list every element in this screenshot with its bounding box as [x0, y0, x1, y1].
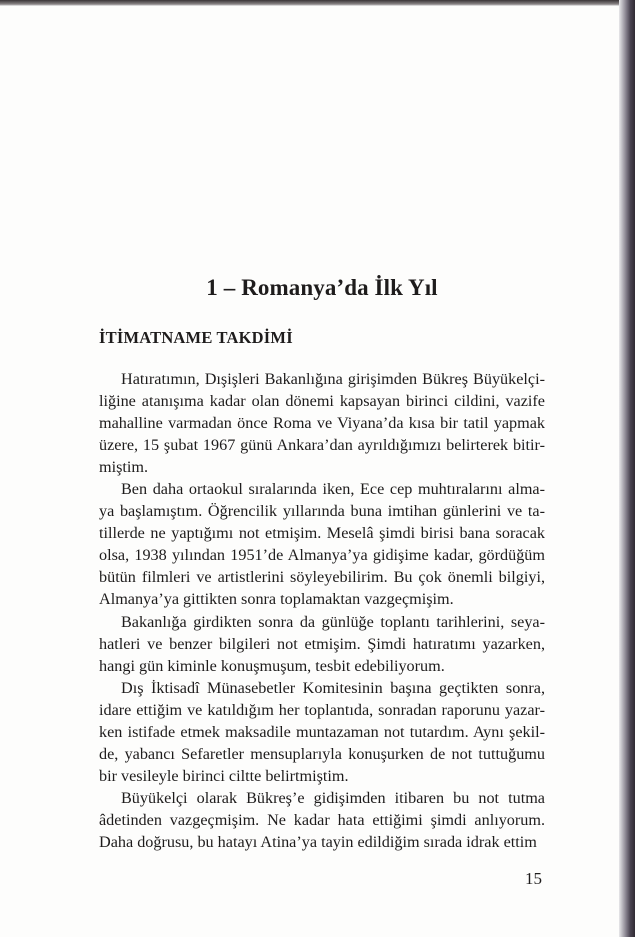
book-binding-edge — [619, 0, 635, 937]
text-line: tillerde ne yaptığımı not etmişim. Meselâ şimdi birisi bana soracak — [99, 524, 545, 543]
page-number: 15 — [525, 869, 542, 888]
text-line: Dış İktisadî Münasebetler Komitesinin başına geçtikten sonra, — [121, 678, 545, 697]
text-line: hatleri ve benzer bilgileri not etmişim. Şimdi hatıratımı yazarken, — [99, 634, 545, 653]
text-line: Büyükelçi olarak Bükreş’e gidişimden itibaren bu not tutma — [121, 788, 545, 807]
text-line: Bakanlığa girdikten sonra da günlüğe toplantı tarihlerini, seya- — [121, 612, 545, 631]
text-line: âdetinden vazgeçmişim. Ne kadar hata ettiğimi şimdi anlıyorum. — [99, 810, 545, 829]
paragraph — [99, 611, 545, 677]
chapter-title: 1 – Romanya’da İlk Yıl — [206, 275, 438, 300]
text-line: mahalline varmadan önce Roma ve Viyana’da kısa bir tatil yapmak — [99, 414, 545, 433]
text-line: bir vesileyle birinci ciltte belirtmiştim. — [99, 766, 349, 785]
text-line: olsa, 1938 yılından 1951’de Almanya’ya gidişime kadar, gördüğüm — [99, 546, 545, 565]
section-heading: İTİMATNAME TAKDİMİ — [99, 328, 293, 347]
paragraph — [99, 368, 545, 478]
text-line: liğine atanışıma kadar olan dönemi kapsayan birinci cildini, vazife — [99, 392, 545, 411]
paragraph — [99, 787, 545, 853]
text-line: idare ettiğim ve katıldığım her toplantıda, sonradan raporunu yazar- — [99, 700, 545, 719]
paragraph — [99, 478, 545, 610]
body-text — [99, 368, 545, 853]
text-line: üzere, 15 şubat 1967 günü Ankara’dan ayrıldığımızı belirterek bitir- — [99, 436, 545, 455]
text-line: Ben daha ortaokul sıralarında iken, Ece cep muhtıralarını alma- — [121, 480, 545, 499]
page-top-edge-shadow — [0, 0, 635, 6]
text-line: bütün filmleri ve artistlerini söyleyebilirim. Bu çok önemli bilgiyi, — [99, 568, 545, 587]
text-line: de, yabancı Sefaretler mensuplarıyla konuşurken de not tuttuğumu — [99, 744, 545, 763]
text-line: Almanya’ya gittikten sonra toplamaktan vazgeçmişim. — [99, 590, 454, 609]
text-line: miştim. — [99, 458, 149, 477]
text-line: hangi gün kiminle konuşmuşum, tesbit edebiliyorum. — [99, 656, 445, 675]
text-line: ya başlamıştım. Öğrencilik yıllarında buna imtihan günlerini ve ta- — [99, 502, 545, 521]
text-line: Daha doğrusu, bu hatayı Atina’ya tayin edildiğim sırada idrak ettim — [99, 832, 537, 851]
text-line: ken istifade etmek maksadile muntazaman not tutardım. Aynı şekil- — [99, 722, 545, 741]
paragraph — [99, 677, 545, 787]
text-line: Hatıratımın, Dışişleri Bakanlığına girişimden Bükreş Büyükelçi- — [121, 370, 545, 388]
